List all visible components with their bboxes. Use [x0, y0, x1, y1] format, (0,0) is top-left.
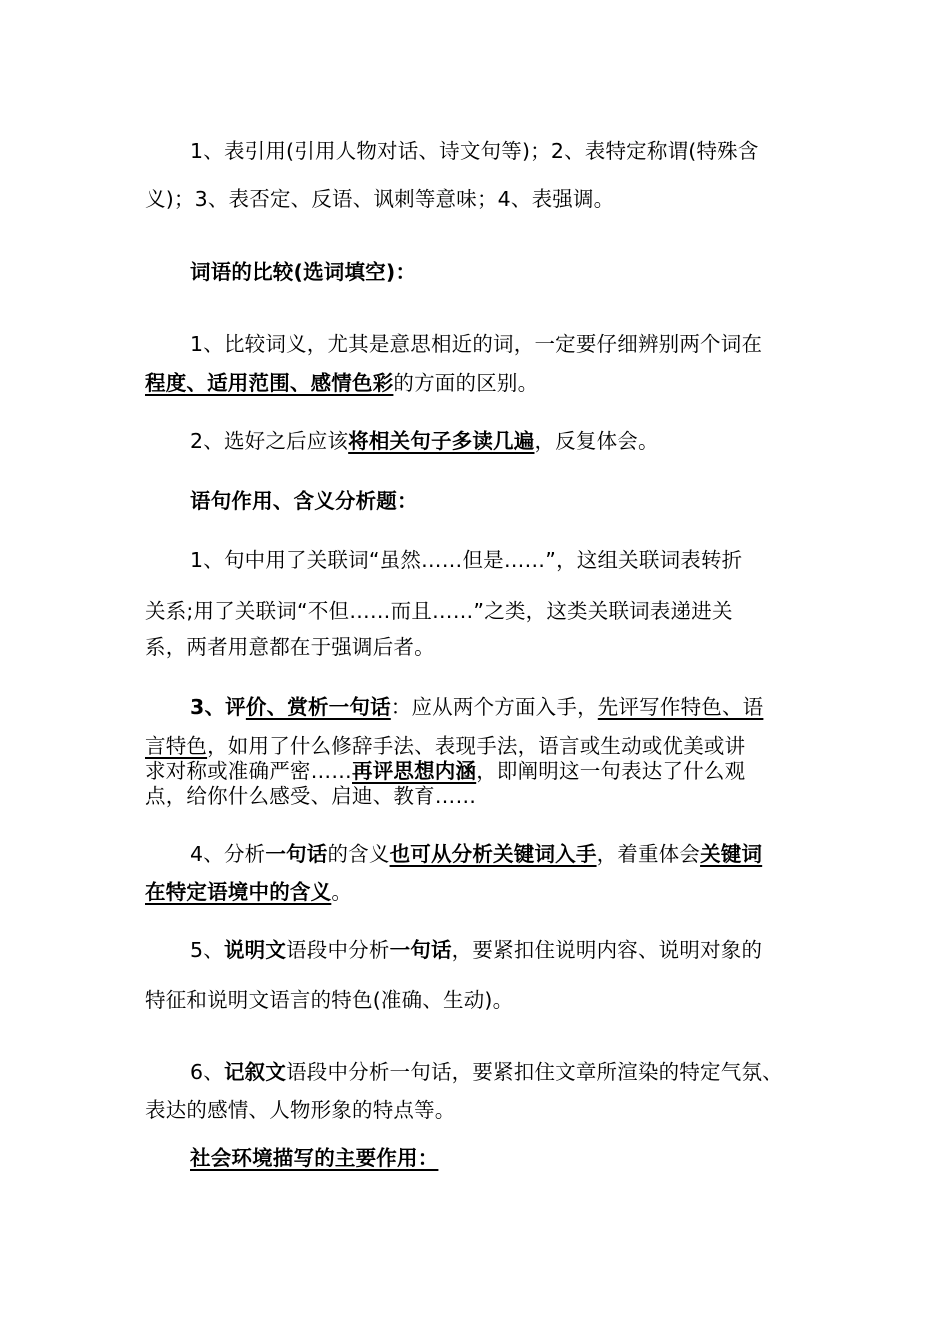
text-span: 一句话 — [265, 842, 328, 866]
paragraph-quotes-line-1: 1、表引用(引用人物对话、诗文句等)；2、表特定称谓(特殊含 — [190, 139, 759, 163]
text-span: ，如用了什么修辞手法、表现手法，语言或生动或优美或讲 — [207, 734, 746, 758]
text-span: ，着重体会 — [596, 842, 701, 866]
text-span: 一句话 — [389, 938, 452, 962]
paragraph-appreciation-line-4: 点，给你什么感受、启迪、教育…… — [145, 784, 477, 808]
emphasis-degree-scope-emotion: 程度、适用范围、感情色彩 — [145, 371, 394, 395]
paragraph-word-meaning-line-1: 1、比较词义，尤其是意思相近的词，一定要仔细辨别两个词在 — [190, 332, 763, 356]
text-span: ，要紧扣住说明内容、说明对象的 — [451, 938, 763, 962]
emphasis-context-meaning: 在特定语境中的含义 — [145, 880, 332, 904]
paragraph-narrative-line-1 — [190, 1059, 783, 1085]
text-span: ，反复体会。 — [534, 429, 659, 453]
emphasis-evaluate-sentence: 价、赏析一句话 — [245, 695, 391, 719]
paragraph-keyword-line-2 — [145, 879, 352, 905]
text-span: 说明文 — [223, 938, 287, 962]
text-span: 语段中分析一句话，要紧扣住文章所渲染的特定气氛、 — [286, 1060, 783, 1084]
paragraph-narrative-line-2: 表达的感情、人物形象的特点等。 — [145, 1098, 456, 1122]
paragraph-keyword-line-1 — [190, 841, 762, 867]
text-span: 求对称或准确严密…… — [145, 759, 352, 783]
paragraph-word-meaning-line-2 — [145, 370, 538, 396]
paragraph-appreciation-line-3 — [145, 758, 745, 784]
paragraph-quotes-line-2: 义)；3、表否定、反语、讽刺等意味；4、表强调。 — [145, 187, 615, 211]
paragraph-conjunctions-line-3: 系，两者用意都在于强调后者。 — [145, 635, 435, 659]
paragraph-reread — [190, 428, 659, 454]
text-span: 4、分析 — [190, 842, 266, 866]
text-span: 6、 — [190, 1060, 224, 1084]
text-span: 2、选好之后应该 — [190, 429, 349, 453]
text-span: 记叙文 — [223, 1060, 287, 1084]
paragraph-appreciation-line-2 — [145, 733, 745, 759]
paragraph-appreciation-line-1 — [190, 694, 763, 720]
emphasis-writing-features: 先评写作特色、语 — [597, 695, 764, 719]
emphasis-analyze-keywords: 也可从分析关键词入手 — [389, 842, 597, 866]
text-span: 的方面的区别。 — [393, 371, 539, 395]
heading-word-comparison: 词语的比较(选词填空)： — [190, 260, 417, 284]
text-span: 3、评 — [190, 695, 246, 719]
emphasis-thought-meaning: 再评思想内涵 — [352, 759, 477, 783]
text-span: 5、 — [190, 938, 224, 962]
heading-sentence-analysis: 语句作用、含义分析题： — [190, 489, 418, 513]
text-span: 语段中分析 — [286, 938, 390, 962]
text-span: ：应从两个方面入手， — [390, 695, 598, 719]
paragraph-conjunctions-line-1: 1、句中用了关联词“虽然……但是……”，这组关联词表转折 — [190, 548, 743, 572]
paragraph-conjunctions-line-2: 关系;用了关联词“不但……而且……”之类，这类关联词表递进关 — [145, 599, 733, 623]
heading-social-environment: 社会环境描写的主要作用： — [190, 1146, 439, 1170]
emphasis-keywords: 关键词 — [700, 842, 763, 866]
text-span: 的含义 — [327, 842, 390, 866]
text-span: ，即阐明这一句表达了什么观 — [476, 759, 746, 783]
paragraph-expository-line-1 — [190, 937, 762, 963]
text-span: 言特色 — [145, 734, 208, 758]
emphasis-reread-sentences: 将相关句子多读几遍 — [348, 429, 535, 453]
text-span: 。 — [331, 880, 353, 904]
paragraph-expository-line-2: 特征和说明文语言的特色(准确、生动)。 — [145, 988, 514, 1012]
